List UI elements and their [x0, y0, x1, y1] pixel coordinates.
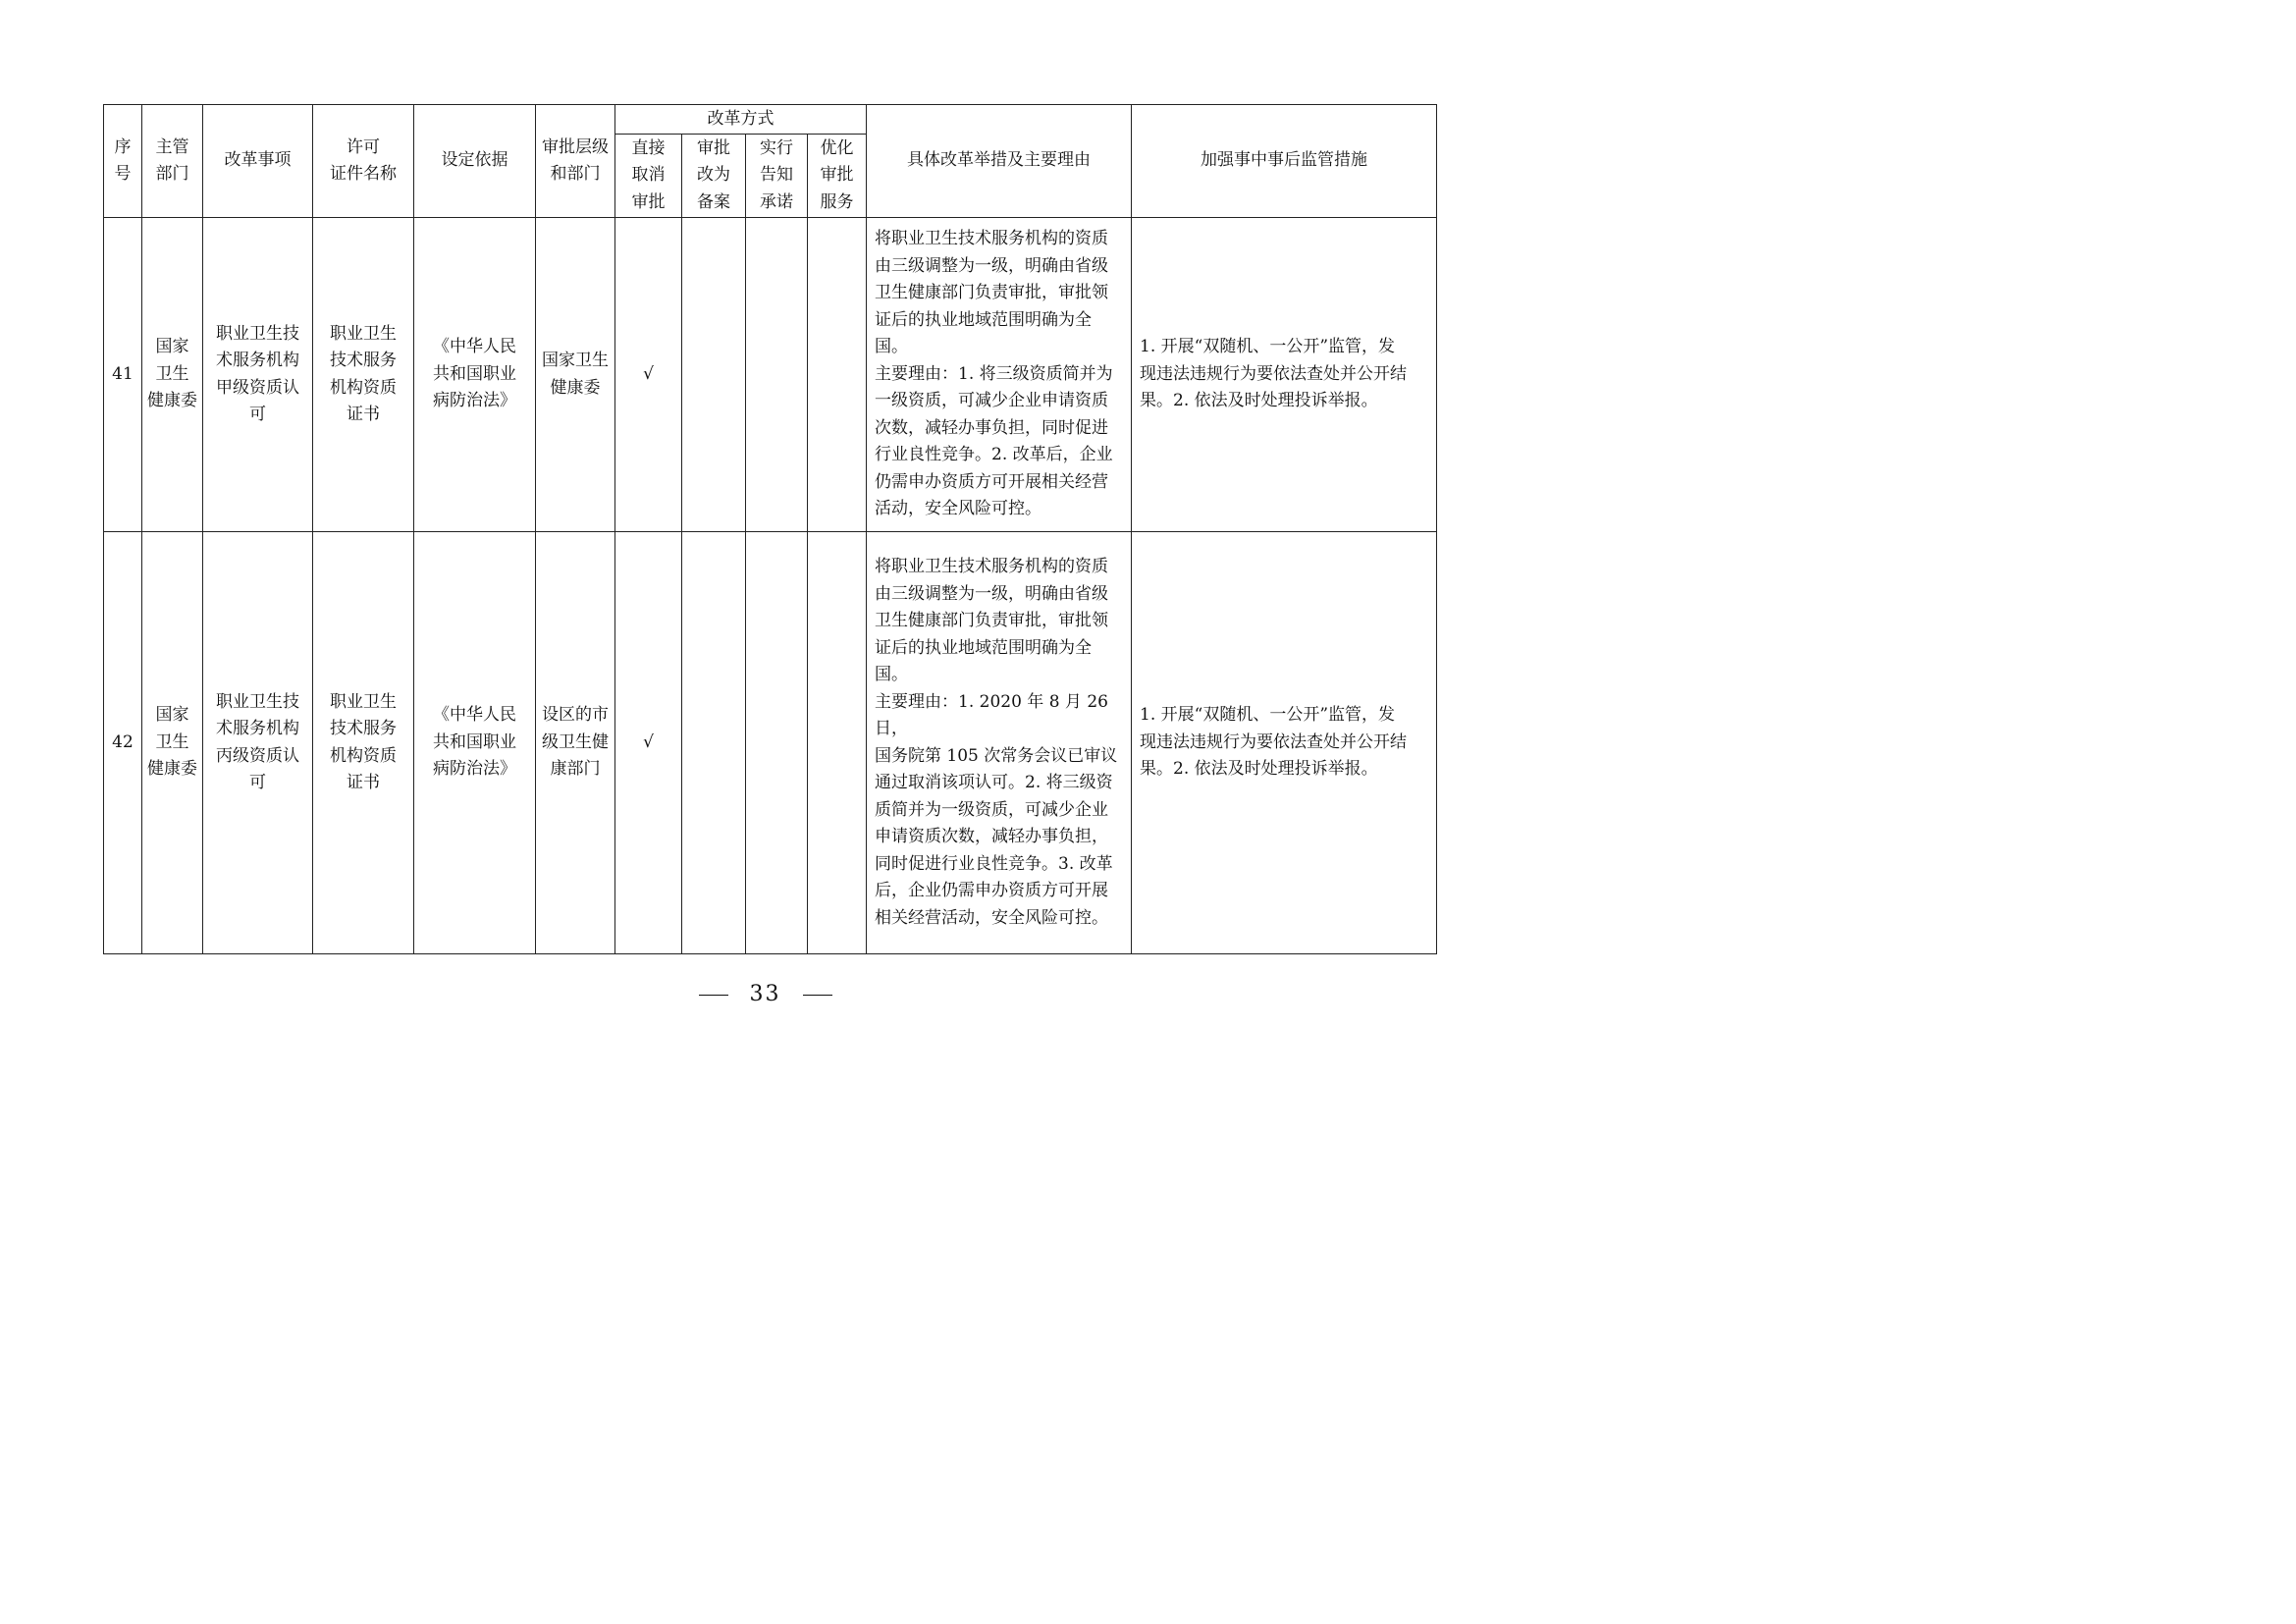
- row-dept: 国家 卫生 健康委: [142, 532, 203, 954]
- page-number: 33: [749, 982, 781, 1006]
- header-basis: 设定依据: [414, 105, 536, 218]
- row-supervision: 1. 开展“双随机、一公开”监管，发 现违法违规行为要依法查处并公开结 果。2. 依法及时处理投诉举报。: [1132, 532, 1437, 954]
- row-license: 职业卫生 技术服务 机构资质 证书: [313, 218, 414, 532]
- row-measures: 将职业卫生技术服务机构的资质 由三级调整为一级，明确由省级 卫生健康部门负责审批，审批领 证后的执业地域范围明确为全 国。 主要理由：1. 2020 年 8 月 26 日， 国务院第 105 次常务会议已审议 通过取消该项认可。2. 将三级资 质简并为一级资质，可减少企业 申请资质次数，减轻办事负担， 同时促进行业良性竞争。3. 改革 后，企业仍需申办资质方可开展 相关经营活动，安全风险可控。: [867, 532, 1132, 954]
- row-level: 设区的市 级卫生健 康部门: [536, 532, 615, 954]
- header-supervision: 加强事中事后监管措施: [1132, 105, 1437, 218]
- row-seq: 41: [104, 218, 142, 532]
- table-row: [104, 218, 1437, 532]
- row-check-commitment: [746, 218, 808, 532]
- header-method-filing: 审批 改为 备案: [682, 135, 746, 218]
- header-level: 审批层级 和部门: [536, 105, 615, 218]
- row-check-cancel: √: [615, 532, 682, 954]
- page-footer: [0, 982, 1530, 1006]
- table-row: [104, 532, 1437, 954]
- row-supervision: 1. 开展“双随机、一公开”监管，发 现违法违规行为要依法查处并公开结 果。2. 依法及时处理投诉举报。: [1132, 218, 1437, 532]
- header-measures: 具体改革举措及主要理由: [867, 105, 1132, 218]
- row-dept: 国家 卫生 健康委: [142, 218, 203, 532]
- footer-dash-right: [803, 995, 832, 996]
- row-item: 职业卫生技 术服务机构 甲级资质认 可: [203, 218, 313, 532]
- row-basis: 《中华人民 共和国职业 病防治法》: [414, 532, 536, 954]
- row-seq: 42: [104, 532, 142, 954]
- header-dept: 主管 部门: [142, 105, 203, 218]
- row-check-cancel: √: [615, 218, 682, 532]
- row-check-filing: [682, 218, 746, 532]
- header-method-cancel: 直接 取消 审批: [615, 135, 682, 218]
- row-license: 职业卫生 技术服务 机构资质 证书: [313, 532, 414, 954]
- header-method-optimize: 优化 审批 服务: [808, 135, 867, 218]
- footer-dash-left: [699, 995, 728, 996]
- row-check-optimize: [808, 218, 867, 532]
- row-check-optimize: [808, 532, 867, 954]
- row-basis: 《中华人民 共和国职业 病防治法》: [414, 218, 536, 532]
- header-license: 许可 证件名称: [313, 105, 414, 218]
- reform-table: [103, 104, 1437, 954]
- row-level: 国家卫生 健康委: [536, 218, 615, 532]
- header-method-group: 改革方式: [615, 105, 867, 135]
- row-check-filing: [682, 532, 746, 954]
- header-method-commitment: 实行 告知 承诺: [746, 135, 808, 218]
- row-measures: 将职业卫生技术服务机构的资质 由三级调整为一级，明确由省级 卫生健康部门负责审批，审批领 证后的执业地域范围明确为全 国。 主要理由：1. 将三级资质简并为 一级资质，可减少企业申请资质 次数，减轻办事负担，同时促进 行业良性竞争。2. 改革后，企业 仍需申办资质方可开展相关经营 活动，安全风险可控。: [867, 218, 1132, 532]
- header-seq: 序 号: [104, 105, 142, 218]
- row-item: 职业卫生技 术服务机构 丙级资质认 可: [203, 532, 313, 954]
- header-item: 改革事项: [203, 105, 313, 218]
- row-check-commitment: [746, 532, 808, 954]
